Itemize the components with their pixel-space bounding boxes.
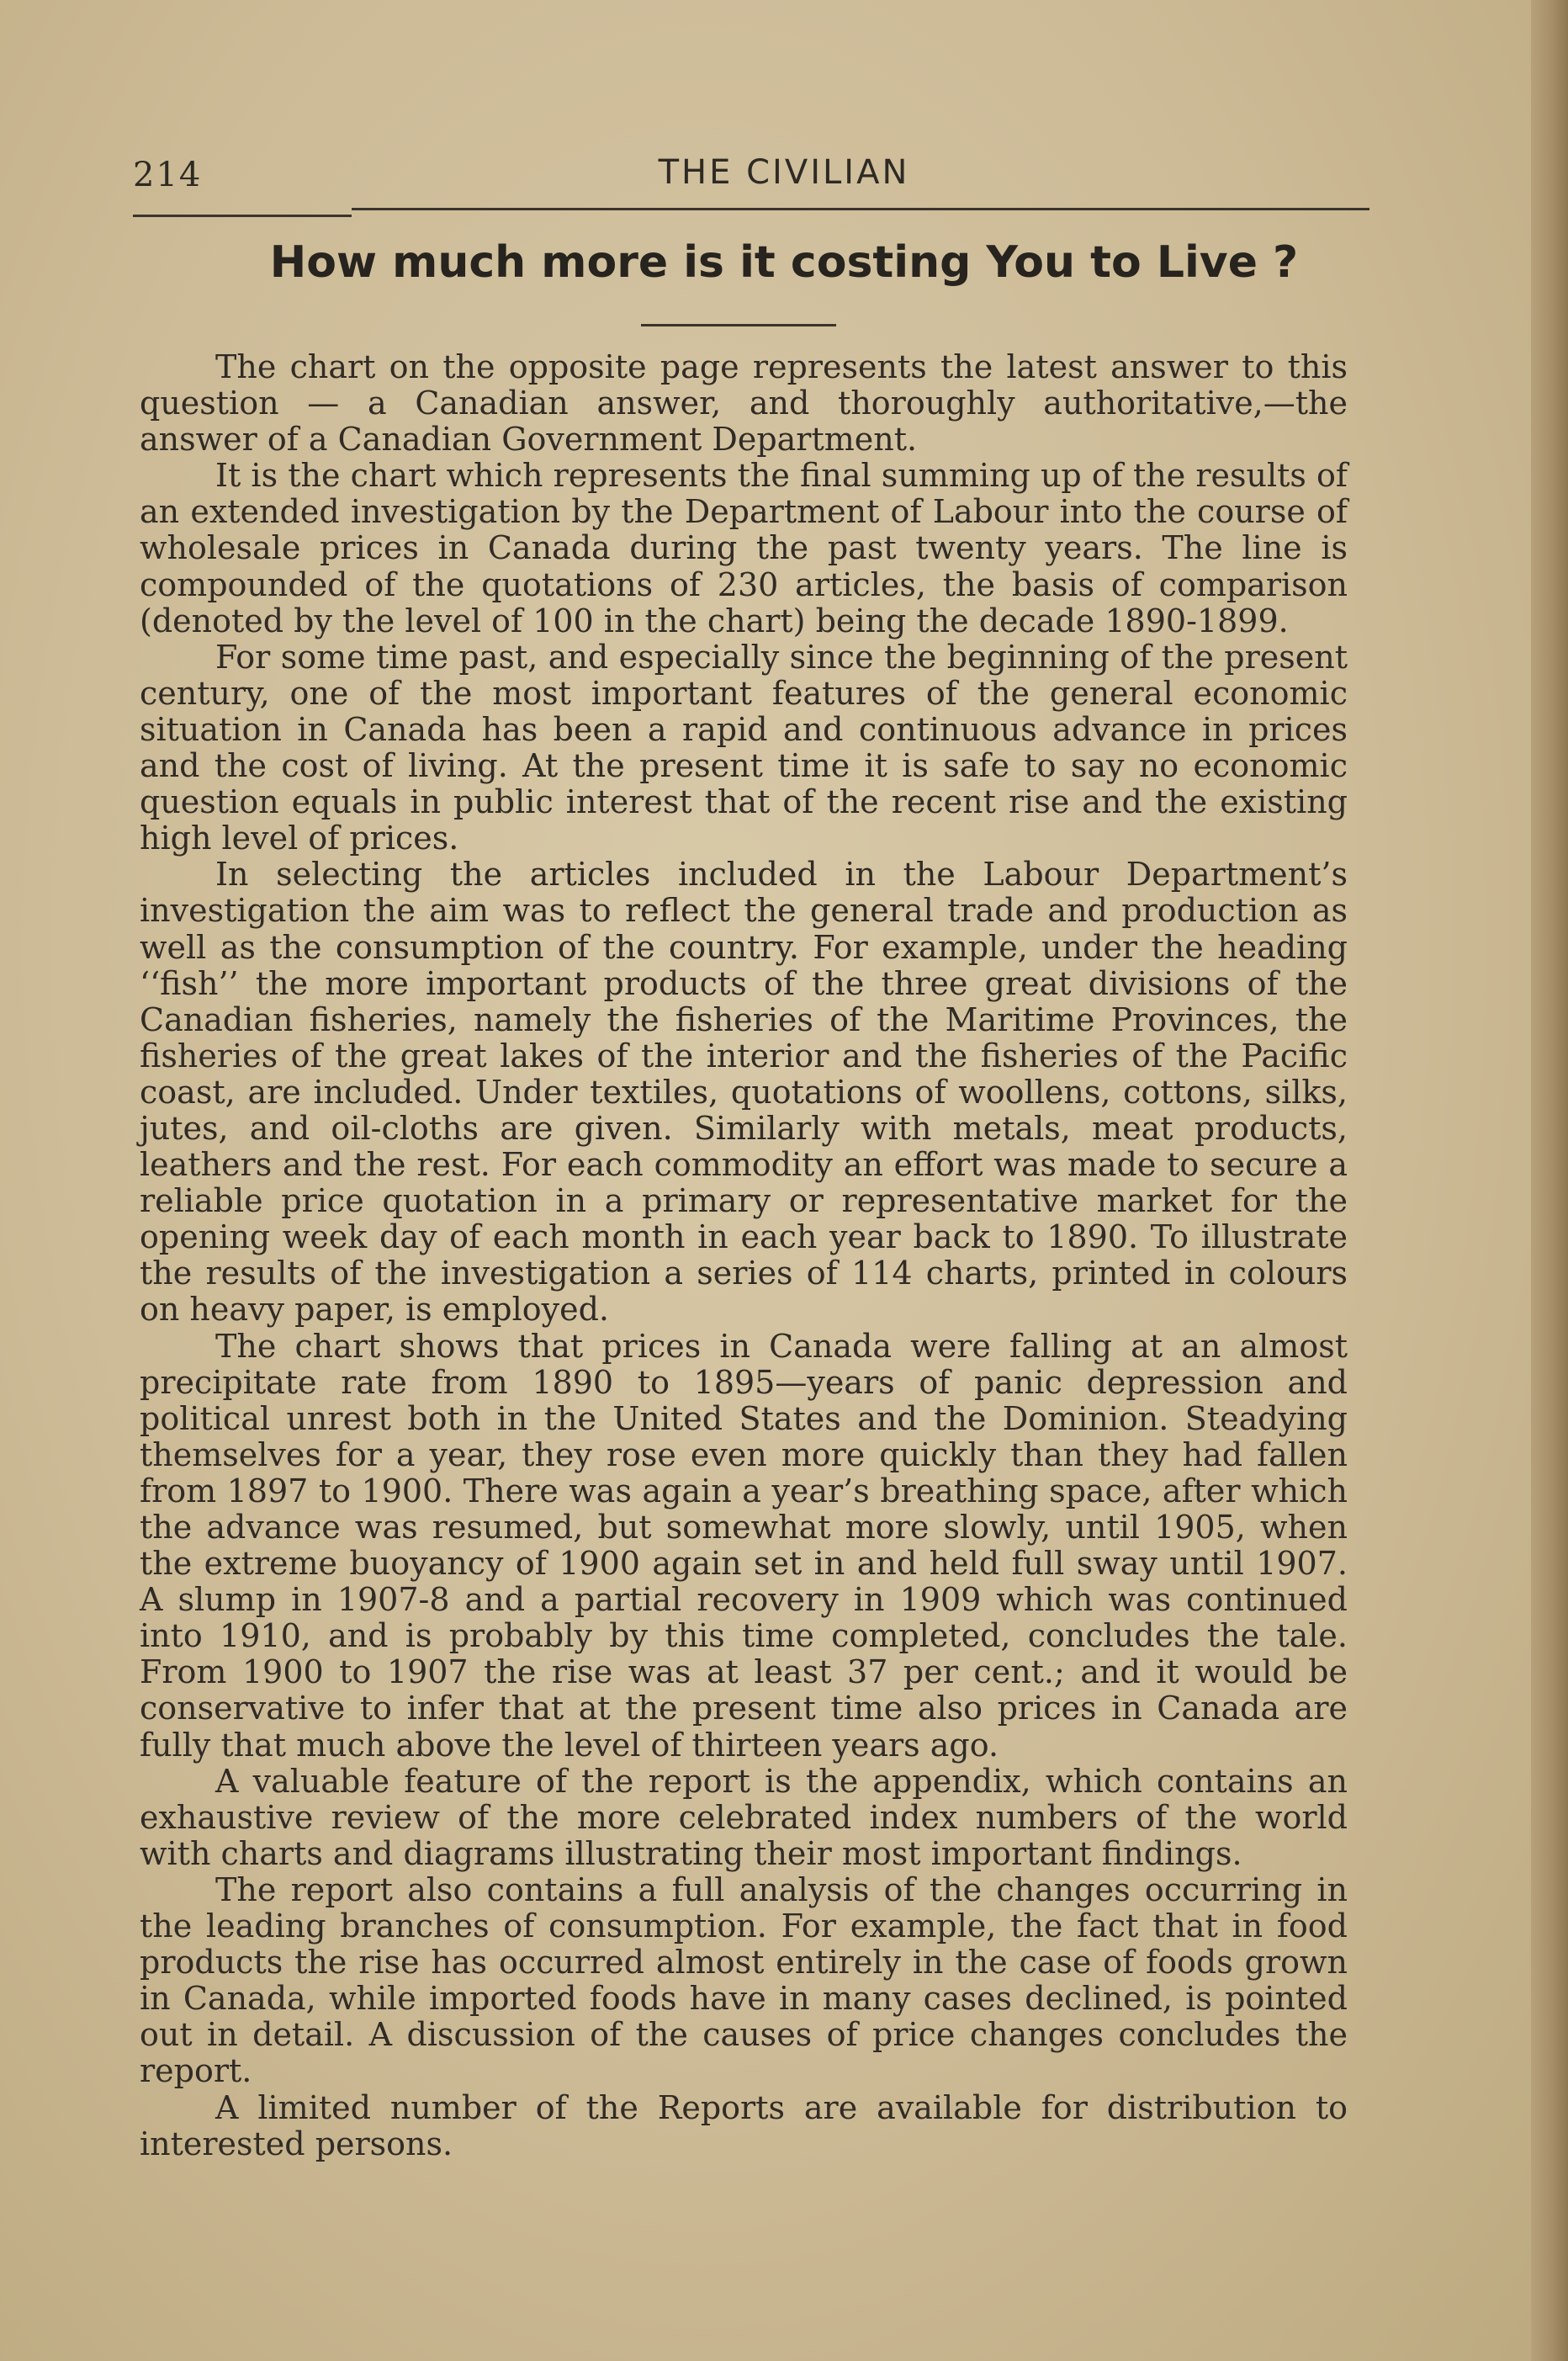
paragraph-5: The chart shows that prices in Canada were falling at an almost precipitate rate from 1890 to 1895—years of panic depression and political unrest both in the United States and the Dominion. Steadying themselves for a year, they rose even more quickly than they had fallen from 1897 to 1900. There was again a year’s breathing space, after which the advance was resumed, but somewhat more slowly, until 1905, when the extreme buoyancy of 1900 again set in and held full sway until 1907. A slump in 1907-8 and a partial recovery in 1909 which was continued into 1910, and is probably by this time completed, concludes the tale. From 1900 to 1907 the rise was at least 37 per cent.; and it would be conservative to infer that at the present time also prices in Canada are fully that much above the level of thirteen years ago. [140, 1327, 1348, 1764]
paragraph-8: A limited number of the Reports are available for distribution to interested persons. [140, 2088, 1348, 2162]
header-rule-right [352, 208, 1369, 210]
running-title: THE CIVILIAN [658, 153, 910, 192]
page-number: 214 [133, 156, 203, 194]
paragraph-3: For some time past, and especially since the beginning of the present century, one of the most important features of the general economic situation in Canada has been a rapid and continuous advance in prices and the cost of living. At the present time it is safe to say no economic question equals in public interest that of the recent rise and the existing high level of prices. [140, 638, 1348, 857]
paragraph-2: It is the chart which represents the final summing up of the results of an extended investigation by the Department of Labour into the course of wholesale prices in Canada during the past twenty years. The line is compounded of the quotations of 230 articles, the basis of comparison (denoted by the level of 100 in the chart) being the decade 1890-1899. [140, 457, 1348, 639]
title-divider [641, 324, 836, 326]
article-title: How much more is it costing You to Live ? [269, 237, 1299, 288]
article-body [140, 349, 1348, 2162]
paragraph-1: The chart on the opposite page represents the latest answer to this question — a Canadian answer, and thoroughly authoritative,—the answer of a Canadian Government Department. [140, 348, 1348, 459]
paragraph-4: In selecting the articles included in the Labour Department’s investigation the aim was to reflect the general trade and production as well as the consumption of the country. For example, under the heading ‘‘fish’’ the more important products of the three great divisions of the Canadian fisheries, namely the fisheries of the Maritime Provinces, the fisheries of the great lakes of the interior and the fisheries of the Pacific coast, are included. Under textiles, quotations of woollens, cottons, silks, jutes, and oil-cloths are given. Similarly with metals, meat products, leathers and the rest. For each commodity an effort was made to secure a reliable price quotation in a primary or representative market for the opening week day of each month in each year back to 1890. To illustrate the results of the investigation a series of 114 charts, printed in colours on heavy paper, is employed. [140, 856, 1348, 1329]
page-edge [1531, 0, 1568, 2361]
paragraph-6: A valuable feature of the report is the appendix, which contains an exhaustive review of the more celebrated index numbers of the world with charts and diagrams illustrating their most important findings. [140, 1762, 1348, 1872]
header-rule-left [133, 215, 352, 217]
paragraph-7: The report also contains a full analysis of the changes occurring in the leading branches of consumption. For example, the fact that in food products the rise has occurred almost entirely in the case of foods grown in Canada, while imported foods have in many cases declined, is pointed out in detail. A discussion of the causes of price changes concludes the report. [140, 1870, 1348, 2090]
